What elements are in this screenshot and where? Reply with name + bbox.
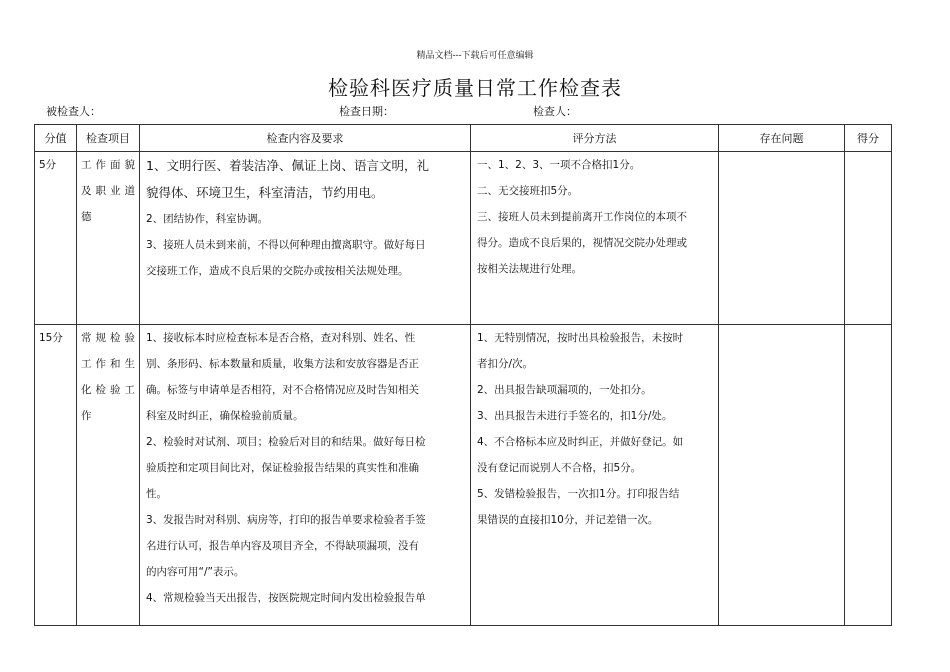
method-text: 果错误的直接扣10分，并记差错一次。 bbox=[477, 514, 659, 526]
column-header-item: 检查项目 bbox=[77, 125, 140, 152]
content-text: 交接班工作，造成不良后果的交院办或按相关法规处理。 bbox=[146, 265, 409, 277]
content-text: 的内容可用“/”表示。 bbox=[146, 566, 245, 578]
score-cell bbox=[35, 325, 77, 626]
item-text: 常规检验 bbox=[81, 332, 135, 344]
method-cell bbox=[471, 325, 719, 626]
method-text: 3、出具报告未进行手签名的，扣1分/处。 bbox=[477, 410, 673, 422]
score-cell bbox=[35, 152, 77, 325]
table-row bbox=[35, 152, 892, 325]
item-text: 及职业道 bbox=[81, 185, 135, 197]
method-text: 二、无交接班扣5分。 bbox=[477, 185, 579, 197]
item-text: 作 bbox=[81, 410, 92, 422]
method-text: 4、不合格标本应及时纠正，并做好登记。如 bbox=[477, 436, 684, 448]
points-cell bbox=[845, 152, 892, 325]
item-cell bbox=[77, 325, 140, 626]
content-text: 3、发报告时对科别、病房等，打印的报告单要求检验者手签 bbox=[146, 514, 426, 526]
inspected-person-label: 被检查人： bbox=[46, 105, 101, 118]
item-text: 工作和生 bbox=[81, 358, 135, 370]
method-cell bbox=[471, 152, 719, 325]
content-text: 1、接收标本时应检查标本是否合格，查对科别、姓名、性 bbox=[146, 332, 416, 344]
score-value: 5分 bbox=[39, 159, 57, 171]
method-text: 者扣分/次。 bbox=[477, 358, 534, 370]
inspection-date-label: 检查日期： bbox=[339, 105, 394, 118]
content-text: 3、接班人员未到来前，不得以何种理由擅离职守。做好每日 bbox=[146, 239, 426, 251]
content-text: 名进行认可，报告单内容及项目齐全，不得缺项漏项，没有 bbox=[146, 540, 419, 552]
score-value: 15分 bbox=[39, 332, 63, 344]
method-text: 三、接班人员未到提前离开工作岗位的本项不 bbox=[477, 211, 687, 223]
method-text: 按相关法规进行处理。 bbox=[477, 263, 582, 275]
method-text: 2、出具报告缺项漏项的，一处扣分。 bbox=[477, 384, 652, 396]
content-text: 4、常规检验当天出报告，按医院规定时间内发出检验报告单 bbox=[146, 592, 426, 604]
content-text: 验质控和定项目间比对，保证检验报告结果的真实性和准确 bbox=[146, 462, 419, 474]
table-row bbox=[35, 325, 892, 626]
method-text: 一、1、2、3、一项不合格扣1分。 bbox=[477, 159, 641, 171]
method-text: 5、发错检验报告，一次扣1分。打印报告结 bbox=[477, 488, 680, 500]
column-header-points: 得分 bbox=[845, 125, 892, 152]
inspector-label: 检查人： bbox=[533, 105, 577, 118]
method-text: 1、无特别情况，按时出具检验报告，未按时 bbox=[477, 332, 684, 344]
item-text: 德 bbox=[81, 211, 92, 223]
points-cell bbox=[845, 325, 892, 626]
content-text: 2、团结协作，科室协调。 bbox=[146, 213, 269, 225]
column-header-issue: 存在问题 bbox=[719, 125, 845, 152]
content-text: 性。 bbox=[146, 488, 167, 500]
column-header-method: 评分方法 bbox=[471, 125, 719, 152]
content-text: 2、检验时对试剂、项目；检验后对目的和结果。做好每日检 bbox=[146, 436, 426, 448]
page-title: 检验科医疗质量日常工作检查表 bbox=[328, 76, 622, 100]
content-text: 1、文明行医、着装洁净、佩证上岗、语言文明，礼 bbox=[146, 158, 429, 173]
item-text: 化检验工 bbox=[81, 384, 135, 396]
inspection-table bbox=[34, 124, 892, 626]
content-cell bbox=[140, 325, 471, 626]
method-text: 得分。造成不良后果的，视情况交院办处理或 bbox=[477, 237, 687, 249]
meta-row bbox=[0, 103, 950, 119]
issue-cell bbox=[719, 152, 845, 325]
content-text: 科室及时纠正，确保检验前质量。 bbox=[146, 410, 304, 422]
column-header-score: 分值 bbox=[35, 125, 77, 152]
column-header-content: 检查内容及要求 bbox=[140, 125, 471, 152]
content-cell bbox=[140, 152, 471, 325]
item-text: 工作面貌 bbox=[81, 159, 135, 171]
issue-cell bbox=[719, 325, 845, 626]
content-text: 别、条形码、标本数量和质量，收集方法和安放容器是否正 bbox=[146, 358, 419, 370]
content-text: 确。标签与申请单是否相符，对不合格情况应及时告知相关 bbox=[146, 384, 419, 396]
method-text: 没有登记而说别人不合格，扣5分。 bbox=[477, 462, 642, 474]
item-cell bbox=[77, 152, 140, 325]
content-text: 貌得体、环境卫生，科室清洁，节约用电。 bbox=[146, 185, 384, 200]
table-header-row bbox=[35, 125, 892, 152]
header-note: 精品文档---下载后可任意编辑 bbox=[416, 51, 534, 61]
